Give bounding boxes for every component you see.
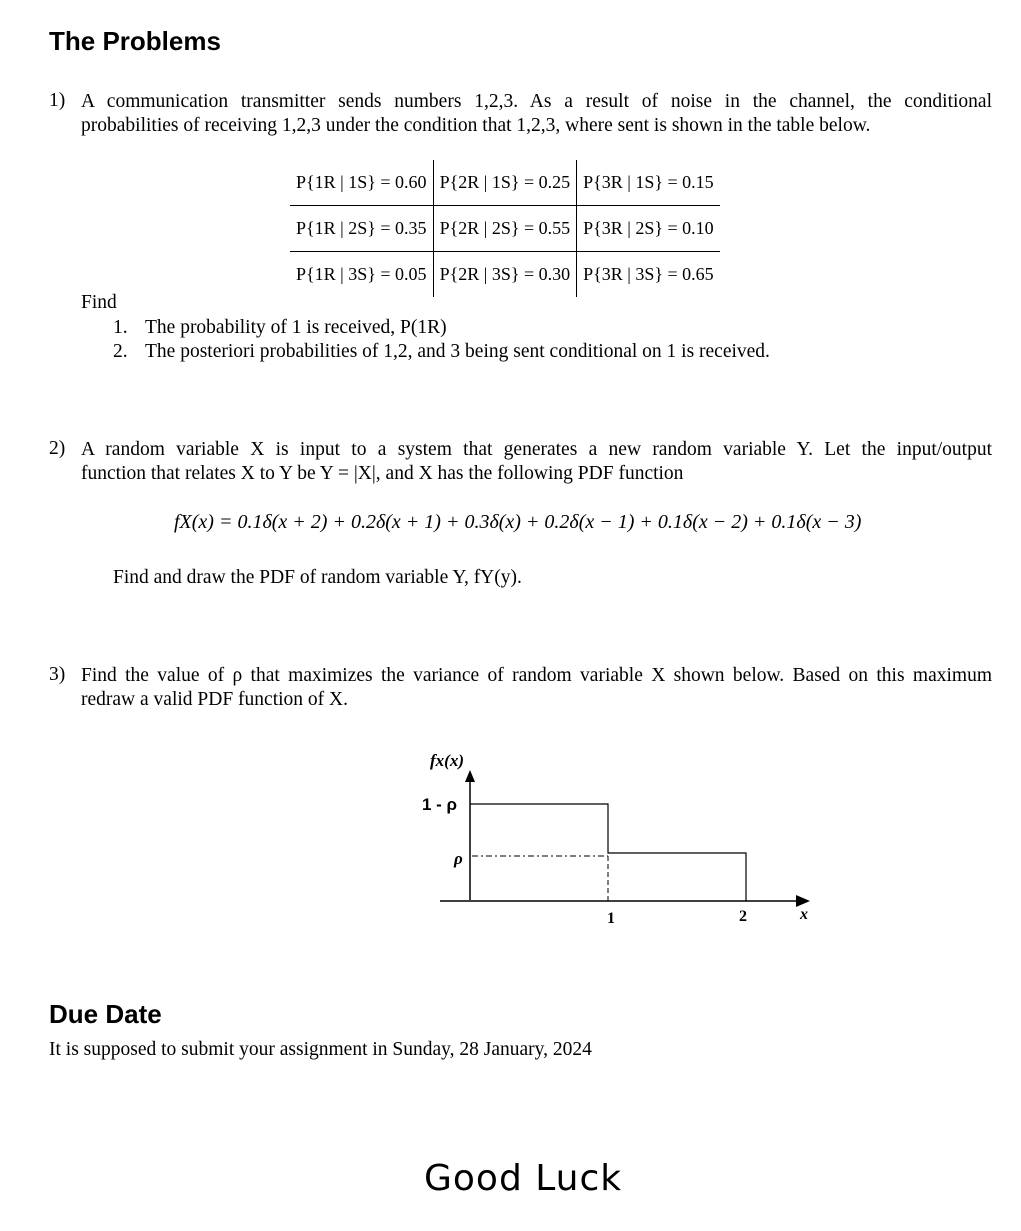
problem-2-line-1: A random variable X is input to a system that generates a new random variable Y. Let the input/output (81, 439, 992, 460)
problem-3-line-2: redraw a valid PDF function of X. (81, 689, 348, 710)
table-cell: P{3R | 3S} = 0.65 (583, 264, 714, 284)
problem-1-number: 1) (49, 90, 66, 111)
problem-3-number: 3) (49, 664, 66, 685)
pdf-figure (400, 740, 830, 940)
problem-1-line-2: probabilities of receiving 1,2,3 under the condition that 1,2,3, where sent is shown in the table below. (81, 115, 871, 136)
problem-2-instruction: Find and draw the PDF of random variable Y, fY(y). (113, 567, 522, 588)
table-cell: P{2R | 1S} = 0.25 (433, 160, 577, 206)
table-cell: P{2R | 2S} = 0.55 (433, 206, 577, 252)
x-tick-1-label: 1 (607, 910, 615, 927)
table-cell: P{1R | 2S} = 0.35 (290, 206, 433, 252)
due-date-text: It is supposed to submit your assignment in Sunday, 28 January, 2024 (49, 1039, 592, 1060)
level-high-label: 1 - ρ (422, 795, 458, 814)
list-item: The posteriori probabilities of 1,2, and 3 being sent conditional on 1 is received. (145, 341, 770, 362)
list-item-number: 2. (113, 341, 128, 362)
problem-1-line-1: A communication transmitter sends numbers 1,2,3. As a result of noise in the channel, the conditional (81, 91, 992, 112)
x-axis-label: x (800, 906, 808, 923)
find-label: Find (81, 292, 117, 313)
table-row (290, 252, 720, 298)
conditional-probability-table (290, 160, 720, 297)
pdf-equation: fX(x) = 0.1δ(x + 2) + 0.2δ(x + 1) + 0.3δ(x) + 0.2δ(x − 1) + 0.1δ(x − 2) + 0.1δ(x − 3) (174, 511, 862, 533)
pdf-step-line (470, 804, 746, 901)
y-axis-label: fx(x) (430, 751, 464, 770)
table-cell: P{3R | 2S} = 0.10 (577, 206, 720, 252)
table-cell: P{1R | 3S} = 0.05 (290, 252, 433, 298)
table-cell: P{1R | 1S} = 0.60 (290, 160, 433, 206)
list-item-number: 1. (113, 317, 128, 338)
x-tick-2-label: 2 (739, 908, 747, 925)
page-title: The Problems (49, 26, 221, 56)
good-luck-text: Good Luck (424, 1158, 623, 1199)
list-item: The probability of 1 is received, P(1R) (145, 317, 447, 338)
table-row (290, 206, 720, 252)
problem-2-line-2: function that relates X to Y be Y = |X|, and X has the following PDF function (81, 463, 684, 484)
table-cell: P{3R | 1S} = 0.15 (577, 160, 720, 206)
problem-2-number: 2) (49, 438, 66, 459)
problem-3-line-1: Find the value of ρ that maximizes the variance of random variable X shown below. Based on this maximum (81, 665, 992, 686)
table-cell: P{2R | 3S} = 0.30 (433, 252, 577, 298)
level-low-label: ρ (454, 849, 463, 868)
table-row (290, 160, 720, 206)
y-axis-arrow (465, 770, 475, 782)
due-date-heading: Due Date (49, 999, 162, 1029)
